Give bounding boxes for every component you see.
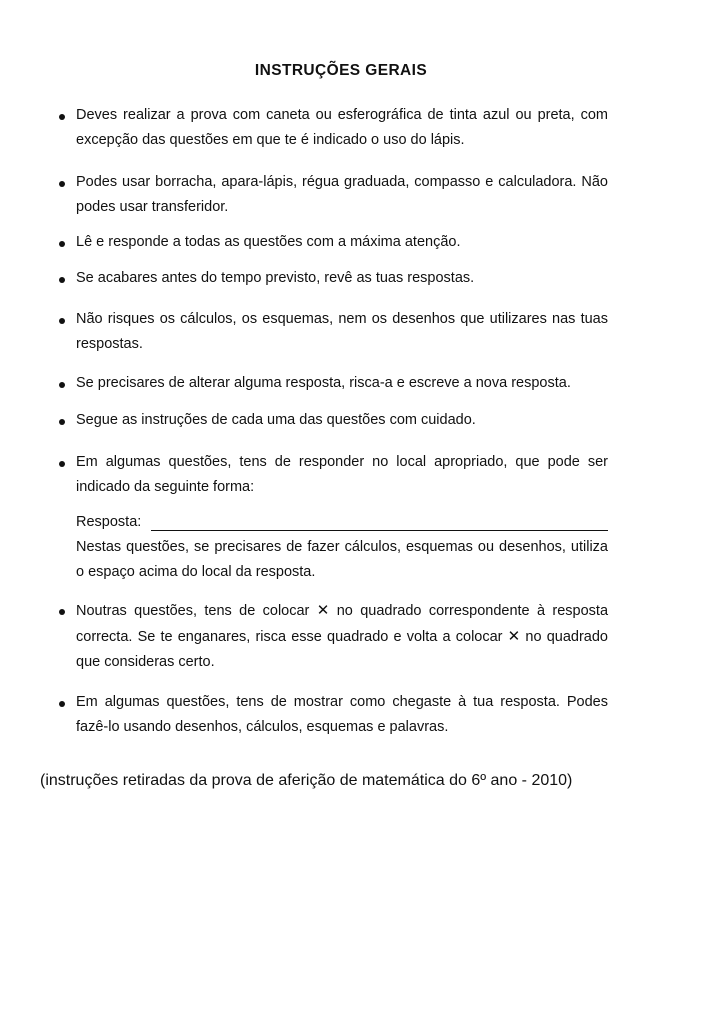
- instruction-text: Em algumas questões, tens de mostrar como chegaste à tua resposta. Podes fazê-lo usando desenhos, cálculos, esquemas e palavras.: [76, 694, 608, 735]
- instruction-item-9: [76, 598, 608, 675]
- x-mark-icon: ✕: [316, 602, 330, 619]
- document-title: INSTRUÇÕES GERAIS: [254, 62, 428, 79]
- bullet: [59, 382, 65, 388]
- instruction-item-5: [76, 307, 608, 357]
- response-note: Nestas questões, se precisares de fazer cálculos, esquemas ou desenhos, utiliza o espaço acima do local da resposta.: [76, 539, 608, 580]
- instruction-item-1: [76, 103, 608, 153]
- bullet: [59, 318, 65, 324]
- instruction-item-7: [76, 408, 608, 433]
- x-mark-icon: ✕: [507, 628, 521, 645]
- response-label: Resposta:: [76, 514, 142, 530]
- instruction-text: Noutras questões, tens de colocar ✕ no quadrado correspondente à resposta correcta. Se te enganares, risca esse quadrado e volta a colocar ✕ no quadrado que consideras certo.: [76, 602, 609, 670]
- instruction-text: Lê e responde a todas as questões com a máxima atenção.: [76, 234, 461, 250]
- instruction-item-2: [76, 170, 608, 220]
- bullet: [59, 114, 65, 120]
- bullet: [59, 609, 65, 615]
- bullet: [59, 701, 65, 707]
- bullet: [59, 241, 65, 247]
- bullet: [59, 461, 65, 467]
- bullet: [59, 419, 65, 425]
- source-note: (instruções retiradas da prova de aferição de matemática do 6º ano - 2010): [40, 772, 573, 789]
- instruction-item-10: [76, 690, 608, 740]
- instruction-text: Segue as instruções de cada uma das questões com cuidado.: [76, 412, 476, 428]
- instruction-item-8: [76, 450, 608, 585]
- response-example: [76, 510, 608, 535]
- instruction-text: Podes usar borracha, apara-lápis, régua graduada, compasso e calculadora. Não podes usar transferidor.: [76, 174, 608, 215]
- instruction-item-4: [76, 266, 608, 291]
- response-line: [151, 530, 608, 531]
- instruction-item-3: [76, 230, 608, 255]
- instruction-text: Se acabares antes do tempo previsto, revê as tuas respostas.: [76, 270, 475, 286]
- instruction-item-6: [76, 371, 608, 396]
- instruction-text: Em algumas questões, tens de responder no local apropriado, que pode ser indicado da seguinte forma:: [76, 454, 608, 495]
- instruction-text: Não risques os cálculos, os esquemas, nem os desenhos que utilizares nas tuas respostas.: [76, 311, 608, 352]
- bullet: [59, 277, 65, 283]
- bullet: [59, 181, 65, 187]
- instruction-text: Se precisares de alterar alguma resposta, risca-a e escreve a nova resposta.: [76, 375, 571, 391]
- instruction-text: Deves realizar a prova com caneta ou esferográfica de tinta azul ou preta, com excepção das questões em que te é indicado o uso do lápis.: [76, 107, 608, 148]
